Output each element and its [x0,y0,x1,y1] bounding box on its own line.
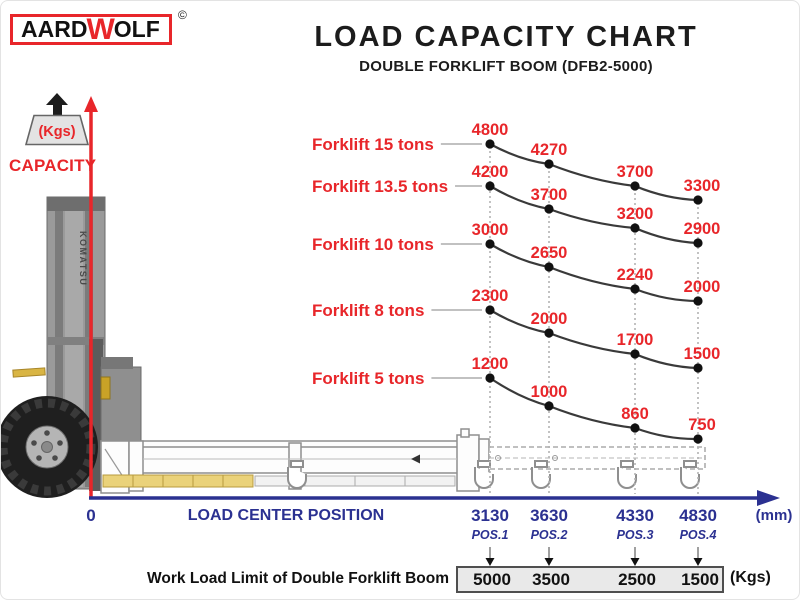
forklift-brand-label: KOMATSU [78,231,88,287]
data-point [544,328,553,337]
data-point-value: 2300 [471,287,509,305]
data-point-value: 3000 [471,221,509,239]
data-point-value: 1200 [471,355,509,373]
data-point-value: 1000 [530,383,568,401]
data-point [630,223,639,232]
copyright-icon: © [177,8,187,22]
position-name: POS.1 [471,528,509,542]
position-distance: 4830 [679,506,717,525]
data-point-value: 4800 [471,121,509,139]
position-name: POS.3 [616,528,654,542]
logo-text-olf: OLF [113,16,160,42]
data-point-value: 860 [621,405,649,423]
data-point-value: 3300 [683,177,721,195]
capacity-axis-label: CAPACITY [9,156,97,175]
data-point-value: 1500 [683,345,721,363]
data-point [485,373,494,382]
down-arrow-icon [694,558,703,566]
page-subtitle: DOUBLE FORKLIFT BOOM (DFB2-5000) [359,58,653,75]
data-point [693,296,702,305]
position-distance: 4330 [616,506,654,525]
data-point [630,181,639,190]
x-axis-origin-label: 0 [86,506,96,525]
series-label: Forklift 13.5 tons [312,177,449,196]
data-point-value: 3700 [616,163,654,181]
wll-label: Work Load Limit of Double Forklift Boom [147,570,449,587]
wll-value: 5000 [473,570,511,589]
boom-hook-icon [532,461,550,488]
data-point-value: 2000 [530,310,568,328]
capacity-curve [490,244,698,301]
page-title: LOAD CAPACITY CHART [314,21,698,53]
logo-text-aard: AARD [21,16,88,42]
data-point-value: 3700 [530,186,568,204]
down-arrow-icon [545,558,554,566]
data-point-value: 2900 [683,220,721,238]
aardwolf-logo-box [10,14,172,45]
capacity-unit-label: (Kgs) [38,124,76,140]
capacity-curve [490,144,698,200]
boom-hook-icon [618,461,636,488]
wll-unit-label: (Kgs) [730,569,771,586]
series-label: Forklift 5 tons [312,369,425,388]
data-point-value: 3200 [616,205,654,223]
boom-hook-icon [475,461,493,488]
data-point [544,159,553,168]
capacity-curve [490,186,698,243]
wll-table [456,566,724,593]
data-point [630,284,639,293]
data-point-value: 750 [688,416,716,434]
data-point-value: 2000 [683,278,721,296]
wolf-head-icon: W [86,12,115,46]
down-arrow-icon [631,558,640,566]
aardwolf-logo [10,8,187,46]
x-axis-arrow-icon [757,490,780,506]
data-point [630,349,639,358]
data-point [693,195,702,204]
data-point-value: 4270 [530,141,568,159]
down-arrow-icon [486,558,495,566]
data-point [544,204,553,213]
data-point [544,401,553,410]
x-axis-unit-label: (mm) [755,507,793,524]
data-point [485,181,494,190]
boom-hook-icon [681,461,699,488]
position-name: POS.4 [679,528,717,542]
boom-hook-icon [288,461,306,488]
wll-value: 1500 [681,570,719,589]
x-axis-title: LOAD CENTER POSITION [187,507,385,524]
header [211,21,800,75]
wll-value: 3500 [532,570,570,589]
position-distance: 3130 [471,506,509,525]
data-point [485,305,494,314]
wll-value: 2500 [618,570,656,589]
boom-illustration [93,421,718,501]
data-point-value: 2240 [616,266,654,284]
series-label: Forklift 10 tons [312,235,434,254]
series-label: Forklift 15 tons [312,135,434,154]
position-distance: 3630 [530,506,568,525]
data-point [485,139,494,148]
data-point-value: 2650 [530,244,568,262]
series-label: Forklift 8 tons [312,301,425,320]
y-axis-arrow-icon [84,96,98,112]
data-point-value: 4200 [471,163,509,181]
position-name: POS.2 [530,528,568,542]
data-point [693,238,702,247]
weight-block-icon [24,114,90,146]
data-point [485,239,494,248]
data-point [544,262,553,271]
data-point [693,363,702,372]
data-point-value: 1700 [616,331,654,349]
capacity-curve [490,310,698,368]
